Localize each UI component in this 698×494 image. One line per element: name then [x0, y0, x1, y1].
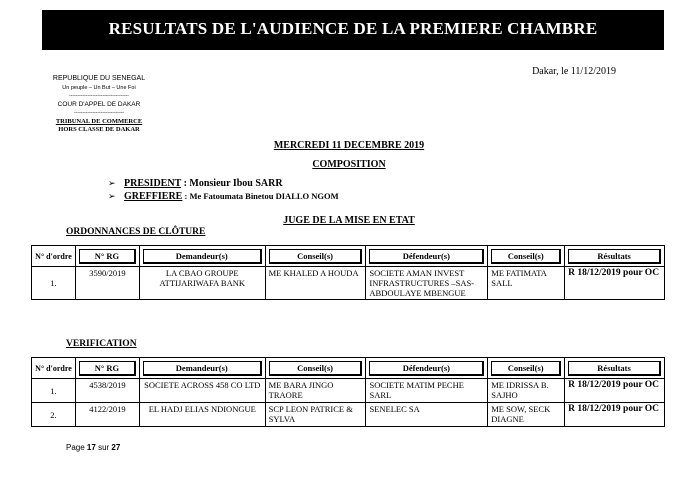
column-header-defendeur-cell — [366, 358, 488, 379]
column-header-defendeur-cell — [366, 246, 488, 267]
composition-title: COMPOSITION — [312, 159, 386, 170]
court-name: COUR D'APPEL DE DAKAR — [57, 100, 141, 108]
greffiere-name: Me Fatoumata Binetou DIALLO NGOM — [189, 191, 339, 201]
cell-defendeur: SENELEC SA — [366, 403, 488, 427]
results-table-cloture — [31, 245, 665, 300]
cell-defendeur: SOCIETE MATIM PECHE SARL — [366, 379, 488, 403]
judge-title: JUGE DE LA MISE EN ETAT — [283, 215, 415, 226]
of-word: sur — [98, 443, 110, 452]
page-current: 17 — [86, 443, 96, 452]
cell-conseil: ME BARA JINGO TRAORE — [265, 379, 366, 403]
arrow-bullet-icon: ➢ — [108, 178, 116, 188]
cell-ordre: 1. — [32, 379, 76, 403]
column-header-demandeur-cell — [139, 246, 265, 267]
column-header-conseil: Conseil(s) — [269, 361, 363, 376]
president-name: Monsieur Ibou SARR — [189, 178, 283, 189]
president-separator: : — [181, 178, 190, 189]
column-header-conseil2: Conseil(s) — [491, 249, 561, 264]
page-banner: RESULTATS DE L'AUDIENCE DE LA PREMIERE CHAMBRE — [42, 10, 664, 50]
results-table-verification — [31, 357, 665, 427]
separator-1: ------------------------------------ — [69, 93, 129, 99]
column-header-defendeur: Défendeur(s) — [369, 249, 484, 264]
cell-conseil2: ME IDRISSA B. SAJHO — [488, 379, 565, 403]
column-header-resultats: Résultats — [568, 249, 661, 264]
column-header-conseil: Conseil(s) — [269, 249, 363, 264]
composition-list — [108, 177, 339, 203]
institution-header — [48, 75, 150, 135]
table-header-row — [32, 246, 665, 267]
separator-2: ------------------------------ — [74, 110, 124, 116]
column-header-resultats-cell — [565, 246, 665, 267]
column-header-defendeur: Défendeur(s) — [369, 361, 484, 376]
tribunal-name-line2: HORS CLASSE DE DAKAR — [58, 126, 140, 133]
document-date: Dakar, le 11/12/2019 — [532, 66, 616, 77]
column-header-ordre: N° d'ordre — [32, 358, 76, 379]
section-title-cloture: ORDONNANCES DE CLÔTURE — [66, 227, 206, 237]
cell-rg: 4122/2019 — [75, 403, 139, 427]
column-header-conseil-cell — [265, 358, 366, 379]
greffiere-row — [108, 190, 339, 203]
tribunal-name-line1: TRIBUNAL DE COMMERCE — [55, 117, 143, 125]
country-motto: Un peuple – Un But – Une Foi — [62, 84, 136, 91]
column-header-rg: N° RG — [79, 249, 136, 264]
cell-rg: 3590/2019 — [75, 267, 139, 300]
greffiere-role: GREFFIERE — [124, 191, 183, 202]
country-name: REPUBLIQUE DU SENEGAL — [52, 75, 146, 82]
column-header-demandeur-cell — [139, 358, 265, 379]
cell-resultat: R 18/12/2019 pour OC — [565, 403, 665, 427]
column-header-ordre: N° d'ordre — [32, 246, 76, 267]
cell-demandeur: SOCIETE ACROSS 458 CO LTD — [139, 379, 265, 403]
president-row — [108, 177, 339, 190]
page-word: Page — [66, 443, 85, 452]
page-footer — [66, 443, 120, 452]
column-header-conseil2-cell — [488, 358, 565, 379]
cell-resultat: R 18/12/2019 pour OC — [565, 267, 665, 300]
hearing-date: MERCREDI 11 DECEMBRE 2019 — [273, 140, 425, 151]
column-header-conseil2-cell — [488, 246, 565, 267]
arrow-bullet-icon: ➢ — [108, 191, 116, 201]
cell-ordre: 1. — [32, 267, 76, 300]
column-header-rg: N° RG — [79, 361, 136, 376]
cell-ordre: 2. — [32, 403, 76, 427]
cell-defendeur: SOCIETE AMAN INVEST INFRASTRUCTURES –SAS- ABDOULAYE MBENGUE — [366, 267, 488, 300]
cell-demandeur: LA CBAO GROUPE ATTIJARIWAFA BANK — [139, 267, 265, 300]
cell-conseil2: ME FATIMATA SALL — [488, 267, 565, 300]
cell-conseil: ME KHALED A HOUDA — [265, 267, 366, 300]
cell-resultat: R 18/12/2019 pour OC — [565, 379, 665, 403]
column-header-resultats-cell — [565, 358, 665, 379]
president-role: PRESIDENT — [124, 178, 182, 189]
section-title-verification: VERIFICATION — [66, 339, 137, 349]
column-header-conseil-cell — [265, 246, 366, 267]
column-header-rg-cell — [75, 246, 139, 267]
greffiere-separator: : — [182, 191, 190, 201]
column-header-demandeur: Demandeur(s) — [143, 361, 262, 376]
column-header-demandeur: Demandeur(s) — [143, 249, 262, 264]
cell-conseil: SCP LEON PATRICE & SYLVA — [265, 403, 366, 427]
column-header-resultats: Résultats — [568, 361, 661, 376]
page-total: 27 — [111, 443, 121, 452]
table-header-row — [32, 358, 665, 379]
cell-conseil2: ME SOW, SECK DIAGNE — [488, 403, 565, 427]
column-header-rg-cell — [75, 358, 139, 379]
table-row — [32, 403, 665, 427]
column-header-conseil2: Conseil(s) — [491, 361, 561, 376]
table-row — [32, 379, 665, 403]
cell-rg: 4538/2019 — [75, 379, 139, 403]
table-row — [32, 267, 665, 300]
cell-demandeur: EL HADJ ELIAS NDIONGUE — [139, 403, 265, 427]
